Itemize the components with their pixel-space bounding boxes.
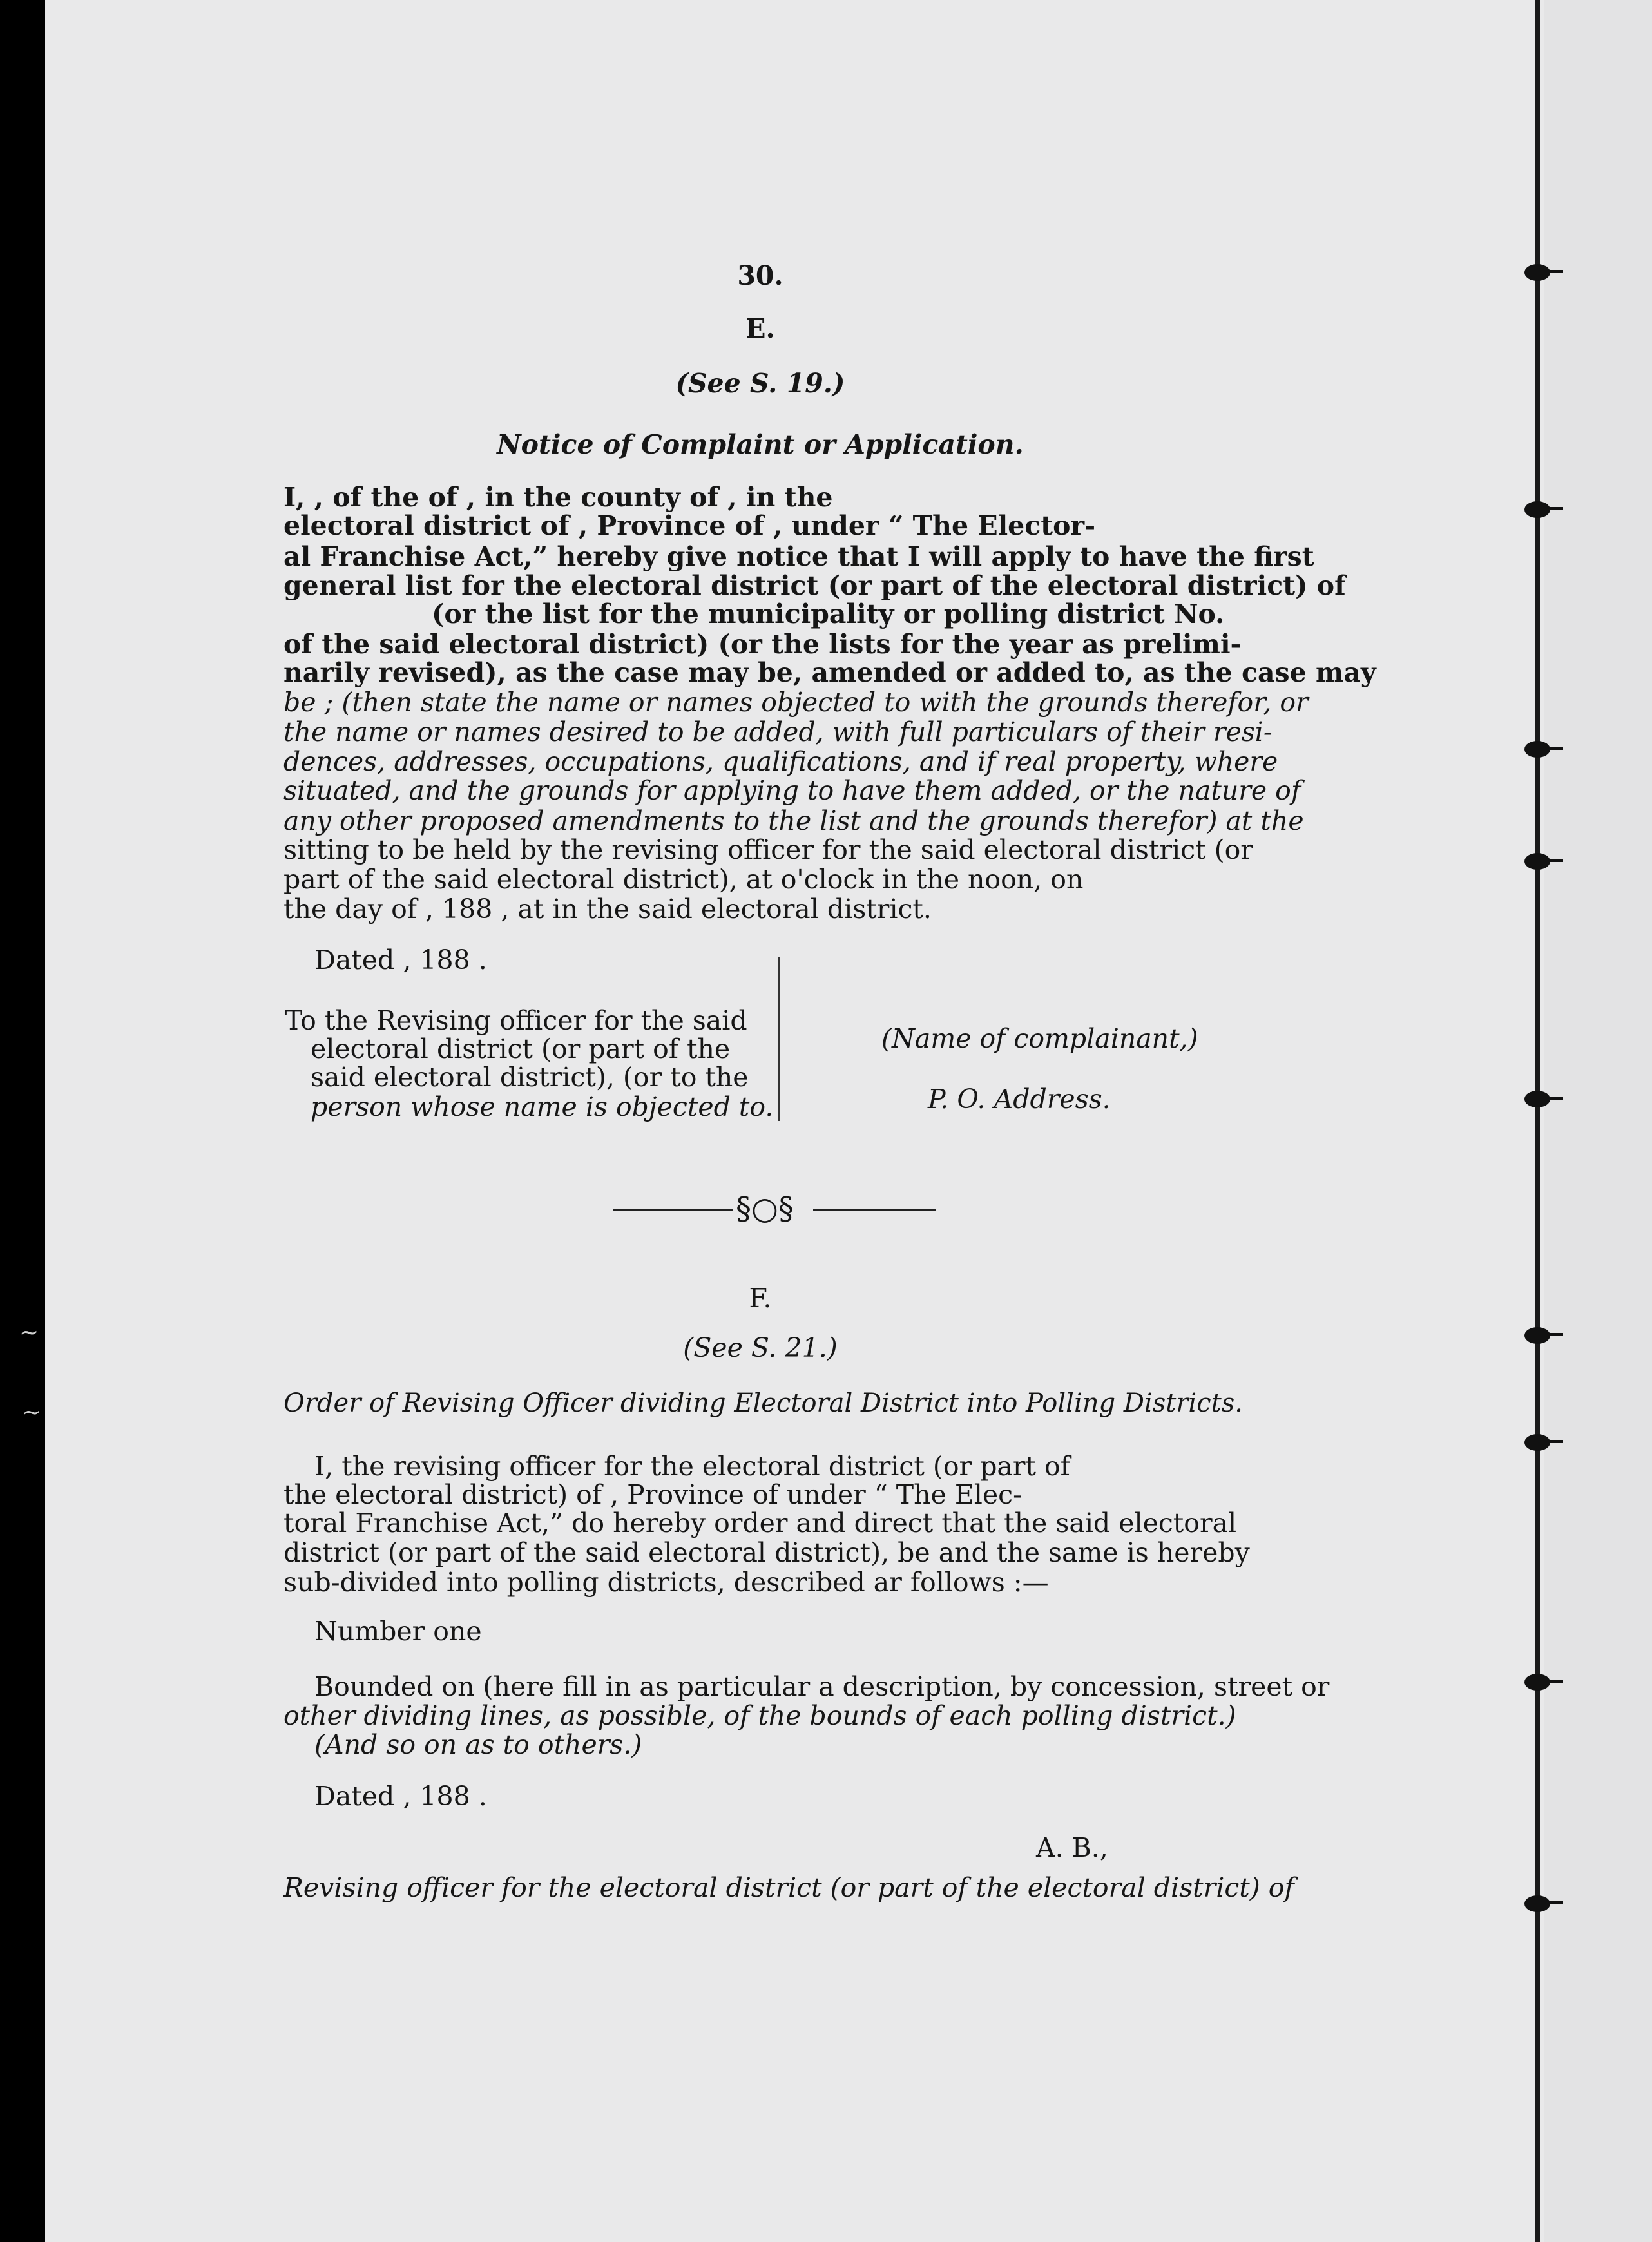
form-f-line: toral Franchise Act,” do hereby order and direct that the said electoral bbox=[283, 1508, 1237, 1538]
complainant-name: (Name of complainant,) bbox=[881, 1023, 1198, 1054]
form-f-reference: (See S. 21.) bbox=[683, 1332, 838, 1363]
form-f-footer: Revising officer for the electoral district (or part of the electoral district) of bbox=[283, 1872, 1294, 1903]
bounded-line: (And so on as to others.) bbox=[314, 1729, 642, 1760]
page-number: 30. bbox=[737, 260, 783, 291]
bounded-line: Bounded on (here fill in as particular a description, by concession, street or bbox=[314, 1671, 1330, 1702]
form-e-line: general list for the electoral district (or part of the electoral district) of bbox=[283, 570, 1346, 601]
form-f-signature: A. B., bbox=[1036, 1832, 1108, 1863]
form-e-to-line: person whose name is objected to. bbox=[311, 1091, 774, 1122]
binding-mark bbox=[1510, 736, 1562, 764]
separator-ornament: §○§ bbox=[736, 1191, 794, 1227]
form-f-line: the electoral district) of , Province of under “ The Elec- bbox=[283, 1479, 1022, 1510]
separator-rule-right bbox=[813, 1209, 936, 1211]
form-e-line: the day of , 188 , at in the said electoral district. bbox=[283, 894, 932, 925]
binding-mark bbox=[1510, 848, 1562, 876]
separator-rule-left bbox=[613, 1209, 733, 1211]
form-e-line: narily revised), as the case may be, amended or added to, as the case may bbox=[283, 657, 1376, 688]
binding-mark bbox=[1510, 259, 1562, 287]
form-e-to-line: To the Revising officer for the said bbox=[285, 1005, 747, 1036]
binding-mark bbox=[1510, 1322, 1562, 1350]
form-e-line: of the said electoral district) (or the lists for the year as prelimi- bbox=[283, 629, 1242, 660]
form-f-line: district (or part of the said electoral district), be and the same is hereby bbox=[283, 1537, 1250, 1568]
form-e-line: situated, and the grounds for applying to have them added, or the nature of bbox=[283, 775, 1301, 806]
number-one: Number one bbox=[314, 1616, 482, 1647]
form-f-dated: Dated , 188 . bbox=[314, 1781, 487, 1812]
binding-mark bbox=[1510, 496, 1562, 524]
form-e-dated: Dated , 188 . bbox=[314, 944, 487, 975]
form-e-reference: (See S. 19.) bbox=[675, 368, 845, 399]
form-e-line: electoral district of , Province of , under “ The Elector- bbox=[283, 510, 1096, 541]
form-f-letter: F. bbox=[749, 1283, 772, 1314]
form-e-line: I, , of the of , in the county of , in the bbox=[283, 482, 833, 513]
form-e-line: dences, addresses, occupations, qualifications, and if real property, where bbox=[283, 746, 1278, 777]
form-e-line: any other proposed amendments to the list and the grounds therefor) at the bbox=[283, 805, 1304, 836]
form-f-title: Order of Revising Officer dividing Electoral District into Polling Districts. bbox=[283, 1388, 1243, 1418]
binding-mark bbox=[1510, 1086, 1562, 1114]
binding-mark bbox=[1510, 1890, 1562, 1919]
form-e-line: sitting to be held by the revising officer for the said electoral district (or bbox=[283, 834, 1253, 865]
binding-mark bbox=[1510, 1429, 1562, 1457]
form-e-to-line: electoral district (or part of the bbox=[311, 1033, 731, 1064]
margin-speck: ~ bbox=[19, 1319, 39, 1346]
form-e-line: al Franchise Act,” hereby give notice that I will apply to have the first bbox=[283, 541, 1314, 572]
complainant-address: P. O. Address. bbox=[928, 1084, 1111, 1115]
form-e-title: Notice of Complaint or Application. bbox=[497, 429, 1024, 460]
form-e-line: part of the said electoral district), at o'clock in the noon, on bbox=[283, 864, 1084, 895]
form-f-line: sub-divided into polling districts, described ar follows :— bbox=[283, 1567, 1049, 1598]
form-e-line: be ; (then state the name or names objected to with the grounds therefor, or bbox=[283, 687, 1309, 718]
form-e-letter: E. bbox=[745, 313, 775, 344]
form-e-line: the name or names desired to be added, with full particulars of their resi- bbox=[283, 716, 1273, 747]
margin-speck: ~ bbox=[22, 1399, 42, 1426]
bounded-line: other dividing lines, as possible, of the bounds of each polling district.) bbox=[283, 1700, 1236, 1731]
form-f-line: I, the revising officer for the electoral district (or part of bbox=[314, 1451, 1070, 1482]
form-e-to-line: said electoral district), (or to the bbox=[311, 1062, 749, 1093]
form-e-line: (or the list for the municipality or polling district No. bbox=[432, 599, 1225, 629]
binding-mark bbox=[1510, 1669, 1562, 1697]
